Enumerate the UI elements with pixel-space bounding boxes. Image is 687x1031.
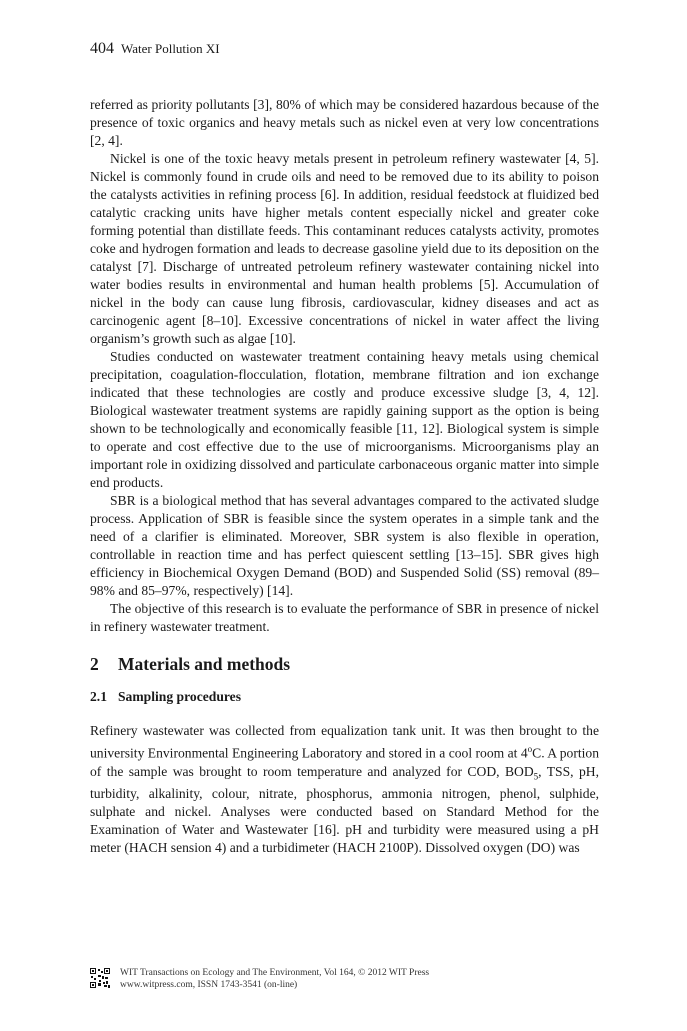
sampling-text-a: Refinery wastewater was collected from equalization tank unit. It was then brought to the university Environmental Engineering Laboratory and stored in a cool room at 4 [90,723,599,761]
subsection-number: 2.1 [90,689,107,704]
section-heading [90,652,599,676]
footer-line-2: www.witpress.com, ISSN 1743-3541 (on-line) [120,980,298,990]
footer-line-1: WIT Transactions on Ecology and The Environment, Vol 164, © 2012 WIT Press [120,968,430,978]
paragraph-sampling [90,722,599,857]
paragraph-3: Studies conducted on wastewater treatment containing heavy metals using chemical precipitation, coagulation-flocculation, flotation, membrane filtration and ion exchange indicated that these technologies are costly and produce excessive sludge [3, 4, 12]. Biological wastewater treatment systems are rapidly gaining support as the option is being shown to be technologically and economically feasible [11, 12]. Biological system is simple to operate and cost effective due to the use of microorganisms. Microorganisms play an important role in oxidizing dissolved and particulate carbonaceous organic matter into simple end products. [90,349,599,490]
paragraph-4: SBR is a biological method that has several advantages compared to the activated sludge process. Application of SBR is feasible since the system operates in a simple tank and the need of a clarifier is eliminated. Moreover, SBR system is also flexible in operation, controllable in reaction time and has perfect quiescent settling [13–15]. SBR gives high efficiency in Biochemical Oxygen Demand (BOD) and Suspended Solid (SS) removal (89–98% and 85–97%, respectively) [14]. [90,493,599,598]
section-title-text: Materials and methods [118,654,291,674]
subsection-heading [90,688,599,706]
paragraph-5: The objective of this research is to evaluate the performance of SBR in presence of nickel in refinery wastewater treatment. [90,601,599,634]
paragraph-1: referred as priority pollutants [3], 80% of which may be considered hazardous because of the presence of toxic organics and heavy metals such as nickel even at very low concentrations [2, 4]. [90,97,599,148]
running-header [90,40,220,58]
sampling-text-c: , TSS, pH, turbidity, alkalinity, colour, nitrate, phosphorus, ammonia nitrogen, phenol, sulphide, sulphate and nickel. Analyses were conducted based on Standard Method for the Examination of Water and Wastewater [16]. pH and turbidity were measured using a pH meter (HACH sension 4) and a turbidimeter (HACH 2100P). Dissolved oxygen (DO) was [90,763,599,856]
journal-title: Water Pollution XI [121,41,220,56]
bod-subscript: 5 [533,771,539,782]
page-number: 404 [90,40,114,57]
paragraph-2: Nickel is one of the toxic heavy metals present in petroleum refinery wastewater [4, 5]. Nickel is commonly found in crude oils and need to be removed due to its ability to poison the catalysts activities in refining process [6]. In addition, residual feedstock at fluidized bed catalytic cracking units have higher metals content especially nickel and greater coke forming potential than distillate feeds. This contaminant reduces catalysts activity, promotes coke and hydrogen formation and leads to decrease gasoline yield due to its deposition on the catalyst [7]. Discharge of untreated petroleum refinery wastewater containing nickel into water bodies results in environmental and human health problems [5]. Accumulation of nickel in the body can cause lung fibrosis, cardiovascular, kidney diseases and act as carcinogenic agent [8–10]. Excessive concentrations of nickel in water affect the living organism’s growth such as algae [10]. [90,151,599,346]
sampling-text-b: C. A portion of the sample was brought to room temperature and analyzed for COD, BOD [90,745,599,779]
subsection-title-text: Sampling procedures [118,689,241,704]
body-text [90,96,599,857]
footer-text [120,967,429,991]
section-number: 2 [90,654,99,674]
degree-superscript: o [527,744,533,754]
qr-code-icon [90,968,110,988]
